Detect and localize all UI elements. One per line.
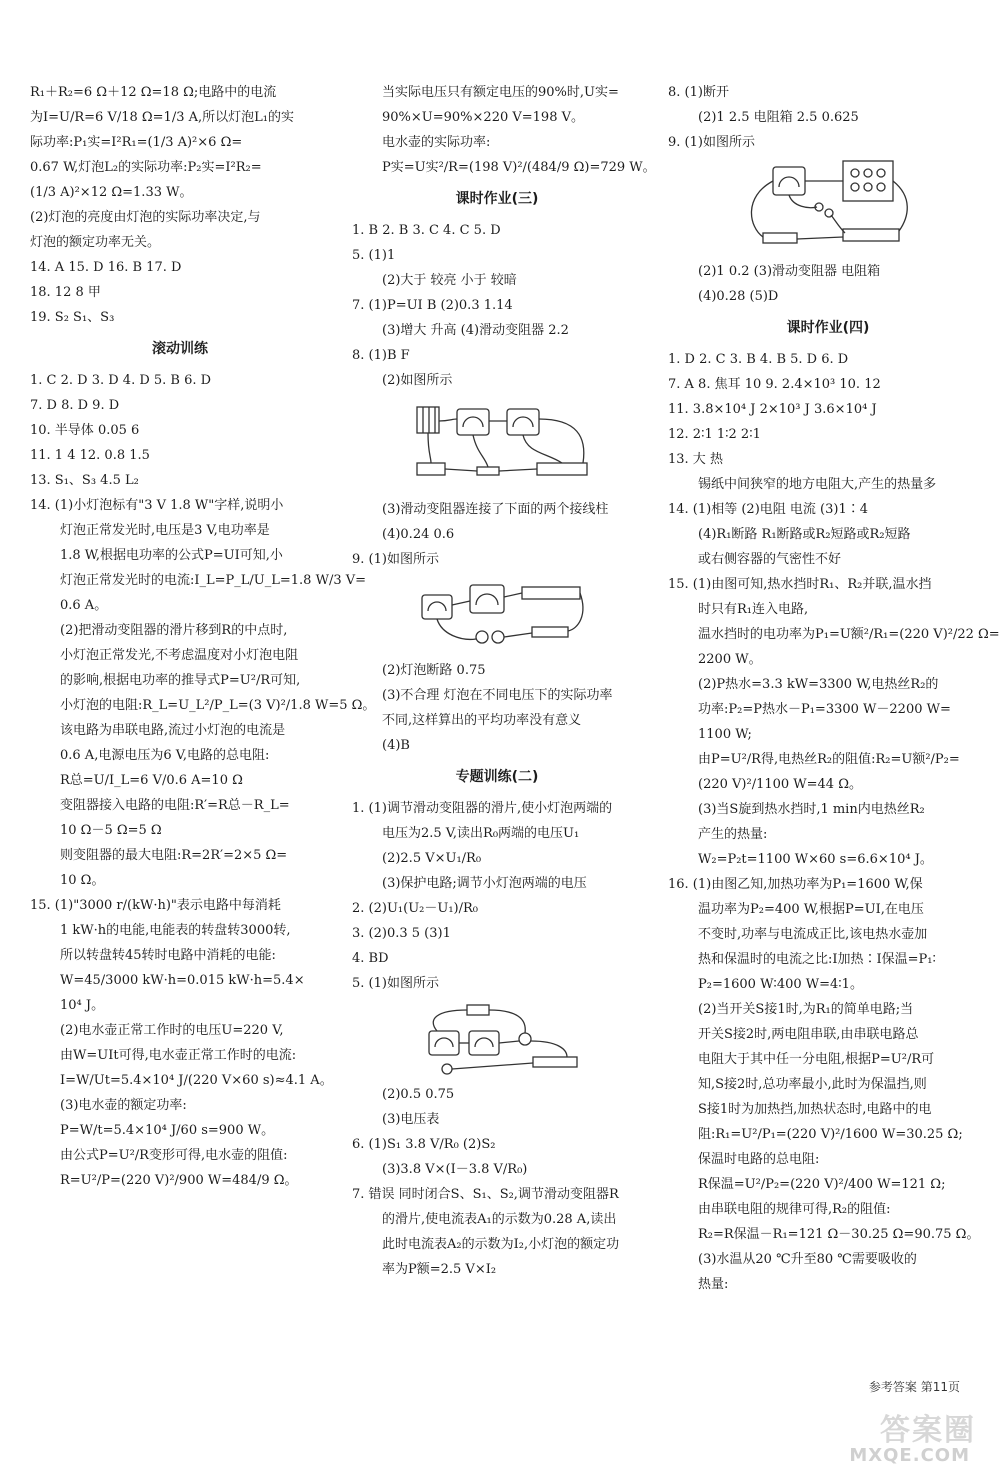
answer-line: 2. (2)U₁(U₂－U₁)/R₀ — [352, 901, 478, 916]
answer-line: (2)电水壶正常工作时的电压U=220 V, — [60, 1023, 284, 1038]
answer-line: 际功率:P₁实=I²R₁=(1/3 A)²×6 Ω= — [30, 135, 243, 150]
answer-line: 0.6 A。 — [60, 598, 108, 613]
circuit-diagram-lamp — [352, 574, 642, 656]
answer-line: 13. 大 热 — [668, 452, 723, 467]
answer-line: 变阻器接入电路的电阻:R′=R总－R_L= — [60, 798, 290, 813]
answer-line: 或右侧容器的气密性不好 — [698, 552, 842, 567]
answer-line: 时只有R₁连入电路, — [698, 602, 809, 617]
answer-line: 16. (1)由图乙知,加热功率为P₁=1600 W,保 — [668, 877, 923, 892]
answer-line: 此时电流表A₂的示数为I₂,小灯泡的额定功 — [382, 1237, 620, 1252]
answer-line: 14. A 15. D 16. B 17. D — [30, 260, 182, 275]
answer-line: 电水壶的实际功率: — [382, 135, 491, 150]
answer-line: 90%×U=90%×220 V=198 V。 — [382, 110, 584, 125]
answer-line: (3)当S旋到热水挡时,1 min内电热丝R₂ — [698, 802, 925, 817]
answer-line: R₂=R保温－R₁=121 Ω－30.25 Ω=90.75 Ω。 — [698, 1227, 980, 1242]
answer-line: 9. (1)如图所示 — [352, 552, 439, 567]
answer-line: 热量: — [698, 1277, 729, 1292]
answer-line: I=W/Ut=5.4×10⁴ J/(220 V×60 s)≈4.1 A。 — [60, 1073, 333, 1088]
answer-line: W₂=P₂t=1100 W×60 s=6.6×10⁴ J。 — [698, 852, 933, 867]
answer-line: 阻:R₁=U²/P₁=(220 V)²/1600 W=30.25 Ω; — [698, 1127, 963, 1142]
answer-line: (2)把滑动变阻器的滑片移到R的中点时, — [60, 623, 288, 638]
answer-line: 2200 W。 — [698, 652, 762, 667]
answer-line: 18. 12 8 甲 — [30, 285, 101, 300]
answer-line: 灯泡正常发光时的电流:I_L=P_L/U_L=1.8 W/3 V= — [60, 573, 367, 588]
answer-line: R₁＋R₂=6 Ω＋12 Ω=18 Ω;电路中的电流 — [30, 85, 277, 100]
answer-line: P实=U实²/R=(198 V)²/(484/9 Ω)=729 W。 — [382, 160, 656, 175]
circuit-figure — [397, 397, 597, 493]
answer-line: 由P=U²/R得,电热丝R₂的阻值:R₂=U额²/P₂= — [698, 752, 960, 767]
answer-line: 的滑片,使电流表A₁的示数为0.28 A,读出 — [382, 1212, 617, 1227]
answer-line: 7. 错误 同时闭合S、S₁、S₂,调节滑动变阻器R — [352, 1187, 619, 1202]
answer-line: (1/3 A)²×12 Ω=1.33 W。 — [30, 185, 193, 200]
answer-line: 10 Ω。 — [60, 873, 105, 888]
answer-line: (3)电水壶的额定功率: — [60, 1098, 187, 1113]
answer-line: (2)1 2.5 电阻箱 2.5 0.625 — [698, 110, 859, 125]
answer-line: 10⁴ J。 — [60, 998, 105, 1013]
page-footer: 参考答案 第11页 — [868, 1380, 960, 1394]
answer-line: 4. BD — [352, 951, 389, 966]
answer-line: (3)电压表 — [382, 1112, 440, 1127]
answer-line: 的影响,根据电功率的推导式P=U²/R可知, — [60, 673, 301, 688]
answer-line: 1.8 W,根据电功率的公式P=UI可知,小 — [60, 548, 283, 563]
answer-line: (2)如图所示 — [382, 373, 453, 388]
answer-line: 1. B 2. B 3. C 4. C 5. D — [352, 223, 501, 238]
answer-line: 1100 W; — [698, 727, 752, 742]
answer-line: 灯泡的额定功率无关。 — [30, 235, 161, 250]
circuit-figure — [402, 575, 592, 655]
answer-line: 19. S₂ S₁、S₃ — [30, 310, 115, 325]
answer-line: 1. D 2. C 3. B 4. B 5. D 6. D — [668, 352, 849, 367]
answer-line: 1. C 2. D 3. D 4. D 5. B 6. D — [30, 373, 212, 388]
section-heading-homework-4: 课时作业(四) — [786, 320, 870, 336]
answer-line: 开关S接2时,两电阻串联,由串联电路总 — [698, 1027, 919, 1042]
answer-line: 由W=UIt可得,电水壶正常工作时的电流: — [60, 1048, 297, 1063]
answer-line: 15. (1)由图可知,热水挡时R₁、R₂并联,温水挡 — [668, 577, 932, 592]
answer-line: (3)3.8 V×(I－3.8 V/R₀) — [382, 1162, 528, 1177]
answer-line: 9. (1)如图所示 — [668, 135, 755, 150]
answer-line: 10. 半导体 0.05 6 — [30, 423, 140, 438]
answer-line: (4)R₁断路 R₁断路或R₂短路或R₂短路 — [698, 527, 911, 542]
answer-line: 率为P额=2.5 V×I₂ — [382, 1262, 497, 1277]
section-heading-rolling-training: 滚动训练 — [152, 341, 208, 357]
answer-line: R保温=U²/P₂=(220 V)²/400 W=121 Ω; — [698, 1177, 946, 1192]
answer-line: (3)滑动变阻器连接了下面的两个接线柱 — [382, 502, 609, 517]
circuit-diagram-two-ammeters — [352, 998, 642, 1080]
answer-line: 热和保温时的电流之比:I加热∶I保温=P₁∶ — [698, 952, 936, 967]
answer-line: (3)保护电路;调节小灯泡两端的电压 — [382, 876, 587, 891]
section-heading-homework-3: 课时作业(三) — [455, 191, 539, 207]
answer-line: (2)灯泡的亮度由灯泡的实际功率决定,与 — [30, 210, 261, 225]
answer-line: 8. (1)B F — [352, 348, 410, 363]
answer-line: 不变时,功率与电流成正比,该电热水壶加 — [698, 927, 928, 942]
answer-line: 由串联电阻的规律可得,R₂的阻值: — [698, 1202, 891, 1217]
answer-line: P=W/t=5.4×10⁴ J/60 s=900 W。 — [60, 1123, 275, 1138]
answer-line: 7. (1)P=UI B (2)0.3 1.14 — [352, 298, 513, 313]
answer-line: 由公式P=U²/R变形可得,电水壶的阻值: — [60, 1148, 288, 1163]
answer-line: (3)不合理 灯泡在不同电压下的实际功率 — [382, 688, 613, 703]
answer-line: (4)0.24 0.6 — [382, 527, 455, 542]
answer-line: 11. 3.8×10⁴ J 2×10³ J 3.6×10⁴ J — [668, 402, 877, 417]
answer-line: 8. (1)断开 — [668, 85, 729, 100]
answer-line: 15. (1)"3000 r/(kW·h)"表示电路中每消耗 — [30, 898, 281, 913]
answer-line: 小灯泡的电阻:R_L=U_L²/P_L=(3 V)²/1.8 W=5 Ω。 — [60, 698, 376, 713]
answer-line: (3)水温从20 ℃升至80 ℃需要吸收的 — [698, 1252, 917, 1267]
answer-line: 14. (1)相等 (2)电阻 电流 (3)1∶4 — [668, 502, 868, 517]
answer-line: (2)当开关S接1时,为R₁的简单电路;当 — [698, 1002, 914, 1017]
answer-line: (4)0.28 (5)D — [698, 289, 779, 304]
answer-line: 12. 2∶1 1∶2 2∶1 — [668, 427, 761, 442]
answer-line: 产生的热量: — [698, 827, 768, 842]
answer-line: 14. (1)小灯泡标有"3 V 1.8 W"字样,说明小 — [30, 498, 284, 513]
answer-line: 锡纸中间狭窄的地方电阻大,产生的热量多 — [698, 477, 937, 492]
answer-line: 0.67 W,灯泡L₂的实际功率:P₂实=I²R₂= — [30, 160, 262, 175]
answer-line: 功率:P₂=P热水－P₁=3300 W－2200 W= — [698, 702, 951, 717]
answer-line: P₂=1600 W∶400 W=4∶1。 — [698, 977, 863, 992]
circuit-figure — [407, 999, 587, 1079]
answer-line: 温水挡时的电功率为P₁=U额²/R₁=(220 V)²/22 Ω= — [698, 627, 1000, 642]
watermark-logo: 答案圈 — [880, 1413, 976, 1448]
answer-line: S接1时为加热挡,加热状态时,电路中的电 — [698, 1102, 932, 1117]
answer-column-right — [668, 80, 1000, 1297]
answer-line: 为I=U/R=6 V/18 Ω=1/3 A,所以灯泡L₁的实 — [30, 110, 294, 125]
answer-line: 当实际电压只有额定电压的90%时,U实= — [382, 85, 619, 100]
answer-line: (2)2.5 V×U₁/R₀ — [382, 851, 482, 866]
answer-line: 小灯泡正常发光,不考虑温度对小灯泡电阻 — [60, 648, 299, 663]
answer-line: 5. (1)1 — [352, 248, 396, 263]
answer-line: 13. S₁、S₃ 4.5 L₂ — [30, 473, 139, 488]
circuit-figure — [733, 157, 923, 257]
answer-line: (4)B — [382, 738, 410, 753]
answer-line: 则变阻器的最大电阻:R=2R′=2×5 Ω= — [60, 848, 288, 863]
answer-line: 该电路为串联电路,流过小灯泡的电流是 — [60, 723, 286, 738]
answer-line: (2)1 0.2 (3)滑动变阻器 电阻箱 — [698, 264, 881, 279]
answer-line: 5. (1)如图所示 — [352, 976, 439, 991]
answer-line: (3)增大 升高 (4)滑动变阻器 2.2 — [382, 323, 569, 338]
answer-line: 11. 1 4 12. 0.8 1.5 — [30, 448, 150, 463]
answer-line: R=U²/P=(220 V)²/900 W=484/9 Ω。 — [60, 1173, 298, 1188]
section-heading-special-training-2: 专题训练(二) — [455, 769, 539, 785]
answer-line: R总=U/I_L=6 V/0.6 A=10 Ω — [60, 773, 243, 788]
answer-line: 知,S接2时,总功率最小,此时为保温挡,则 — [698, 1077, 927, 1092]
answer-line: 7. A 8. 焦耳 10 9. 2.4×10³ 10. 12 — [668, 377, 881, 392]
circuit-diagram-battery-meters — [352, 395, 642, 495]
answer-line: 温功率为P₂=400 W,根据P=UI,在电压 — [698, 902, 924, 917]
circuit-diagram-resistance-box — [668, 157, 988, 257]
answer-column-middle — [352, 80, 656, 1282]
answer-line: 1. (1)调节滑动变阻器的滑片,使小灯泡两端的 — [352, 801, 613, 816]
answer-line: (2)大于 较亮 小于 较暗 — [382, 273, 517, 288]
answer-line: (220 V)²/1100 W=44 Ω。 — [698, 777, 862, 792]
answer-line: 0.6 A,电源电压为6 V,电路的总电阻: — [60, 748, 270, 763]
answer-line: 保温时电路的总电阻: — [698, 1152, 820, 1167]
answer-line: 灯泡正常发光时,电压是3 V,电功率是 — [60, 523, 270, 538]
answer-line: (2)0.5 0.75 — [382, 1087, 455, 1102]
answer-line: (2)P热水=3.3 kW=3300 W,电热丝R₂的 — [698, 677, 939, 692]
answer-line: 10 Ω－5 Ω=5 Ω — [60, 823, 162, 838]
answer-line: 电阻大于其中任一分电阻,根据P=U²/R可 — [698, 1052, 935, 1067]
answer-line: 电压为2.5 V,读出R₀两端的电压U₁ — [382, 826, 580, 841]
answer-line: 不同,这样算出的平均功率没有意义 — [382, 713, 582, 728]
answer-line: 6. (1)S₁ 3.8 V/R₀ (2)S₂ — [352, 1137, 496, 1152]
answer-line: 所以转盘转45转时电路中消耗的电能: — [60, 948, 276, 963]
answer-line: 7. D 8. D 9. D — [30, 398, 120, 413]
answer-line: 1 kW·h的电能,电能表的转盘转3000转, — [60, 923, 291, 938]
answer-line: (2)灯泡断路 0.75 — [382, 663, 486, 678]
watermark-url: MXQE.COM — [849, 1445, 970, 1466]
answer-line: 3. (2)0.3 5 (3)1 — [352, 926, 451, 941]
answer-line: W=45/3000 kW·h=0.015 kW·h=5.4× — [60, 973, 305, 988]
